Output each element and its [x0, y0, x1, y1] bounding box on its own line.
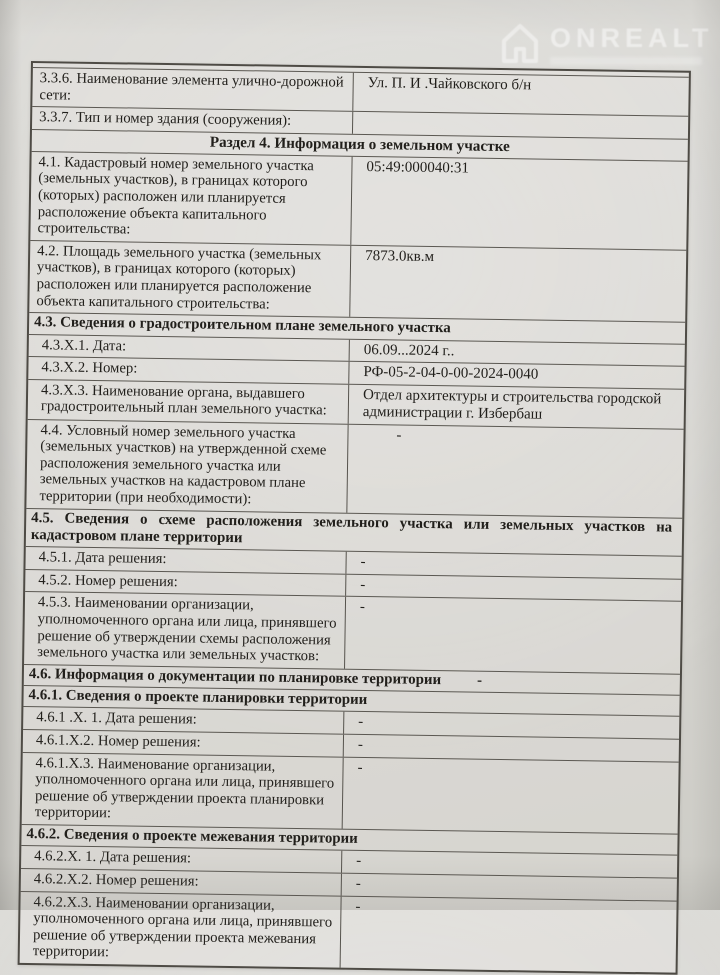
section-row-label: 4.5. Сведения о схеме расположения земельного участка или земельных участков на кадастровом плане территории [30, 509, 673, 547]
row-label: 4.6.2.X.2. Номер решения: [21, 869, 342, 895]
section-row-suffix: - [476, 672, 483, 689]
row-label: 4.2. Площадь земельного участка (земельных участков), в границах которого (которых) расположен или планируется расположение объекта капитального строительства: [29, 241, 351, 317]
watermark [498, 16, 714, 74]
row-value: - [358, 714, 364, 731]
row-value: - [355, 898, 361, 915]
row-label: 4.5.1. Дата решения: [25, 547, 346, 573]
row-label: 4.3.X.1. Дата: [29, 335, 350, 361]
row-label: 4.3.X.3. Наименование органа, выдавшего градостроительный план земельного участка: [28, 380, 350, 424]
row-value: - [357, 759, 363, 776]
row-label: 4.4. Условный номер земельного участка (земельных участков) на утвержденной схеме расположения земельного участка или земельных участков на кадастровом плане территории (при необходимости): [26, 420, 348, 513]
row-label: 4.6.2.X. 1. Дата решения: [21, 846, 342, 872]
row-value: 7873.0кв.м [365, 247, 435, 265]
row-label: 3.3.7. Тип и номер здания (сооружения): [32, 107, 353, 133]
section-row-label: 4.6.1. Сведения о проекте планировки территории [28, 687, 368, 709]
table-row [22, 752, 679, 834]
row-value: 05:49:000040:31 [366, 158, 470, 177]
row-value: - [356, 853, 362, 870]
row-label: 4.6.1 .X. 1. Дата решения: [23, 707, 344, 733]
section-row-label: 4.3. Сведения о градостроительном плане земельного участка [34, 314, 451, 337]
row-label: 4.3.X.2. Номер: [28, 357, 349, 383]
table-row [24, 591, 681, 673]
row-value: РФ-05-2-04-0-00-2024-0040 [363, 364, 539, 383]
table-row [29, 240, 686, 322]
row-value: - [360, 576, 366, 593]
watermark-brand: ONREALT [550, 23, 714, 53]
row-value: Отдел архитектуры и строительства городской администрации г. Избербаш [362, 386, 662, 423]
table-row [20, 891, 677, 973]
row-label: 4.1. Кадастровый номер земельного участка (земельных участков), в границах которого (которых) расположен или планируется расположение объекта капитального строительства: [30, 152, 352, 245]
row-label: 4.6.2.X.3. Наименовании организации, уполномоченного органа или лица, принявшего решение об утверждении проекта межевания территории: [20, 892, 342, 968]
house-icon [498, 20, 542, 71]
row-value: - [359, 599, 366, 616]
doc-table [18, 61, 691, 975]
row-value: 06.09...2024 г.. [363, 341, 455, 359]
watermark-subtext-bar [550, 57, 702, 65]
row-label: 4.5.3. Наименовании организации, уполномоченного органа или лица, принявшего решение об утверждении схемы расположения земельного участка или земельных участков: [24, 592, 346, 668]
row-label: 3.3.6. Наименование элемента улично-дорожной сети: [32, 68, 354, 111]
row-label: 4.6.1.X.2. Номер решения: [23, 730, 344, 756]
section-row-label: 4.6.2. Сведения о проекте межевания территории [26, 826, 358, 848]
table-row [26, 419, 683, 518]
table-row [30, 151, 687, 250]
row-value: - [357, 736, 364, 754]
row-value: Ул. П. И .Чайковского б/н [367, 74, 532, 94]
section-row-label: 4.6. Информация о документации по планировке территории [28, 665, 442, 689]
watermark-text-column [550, 25, 714, 65]
row-label: 4.6.1.X.3. Наименование организации, уполномоченного органа или лица, принявшего решение об утверждении проекта планировки территории: [22, 753, 344, 829]
section-header: Раздел 4. Информация о земельном участке [209, 133, 510, 155]
row-value: - [396, 427, 402, 444]
row-label: 4.5.2. Номер решения: [25, 570, 346, 596]
row-value: - [360, 554, 366, 571]
row-value: - [355, 875, 361, 892]
